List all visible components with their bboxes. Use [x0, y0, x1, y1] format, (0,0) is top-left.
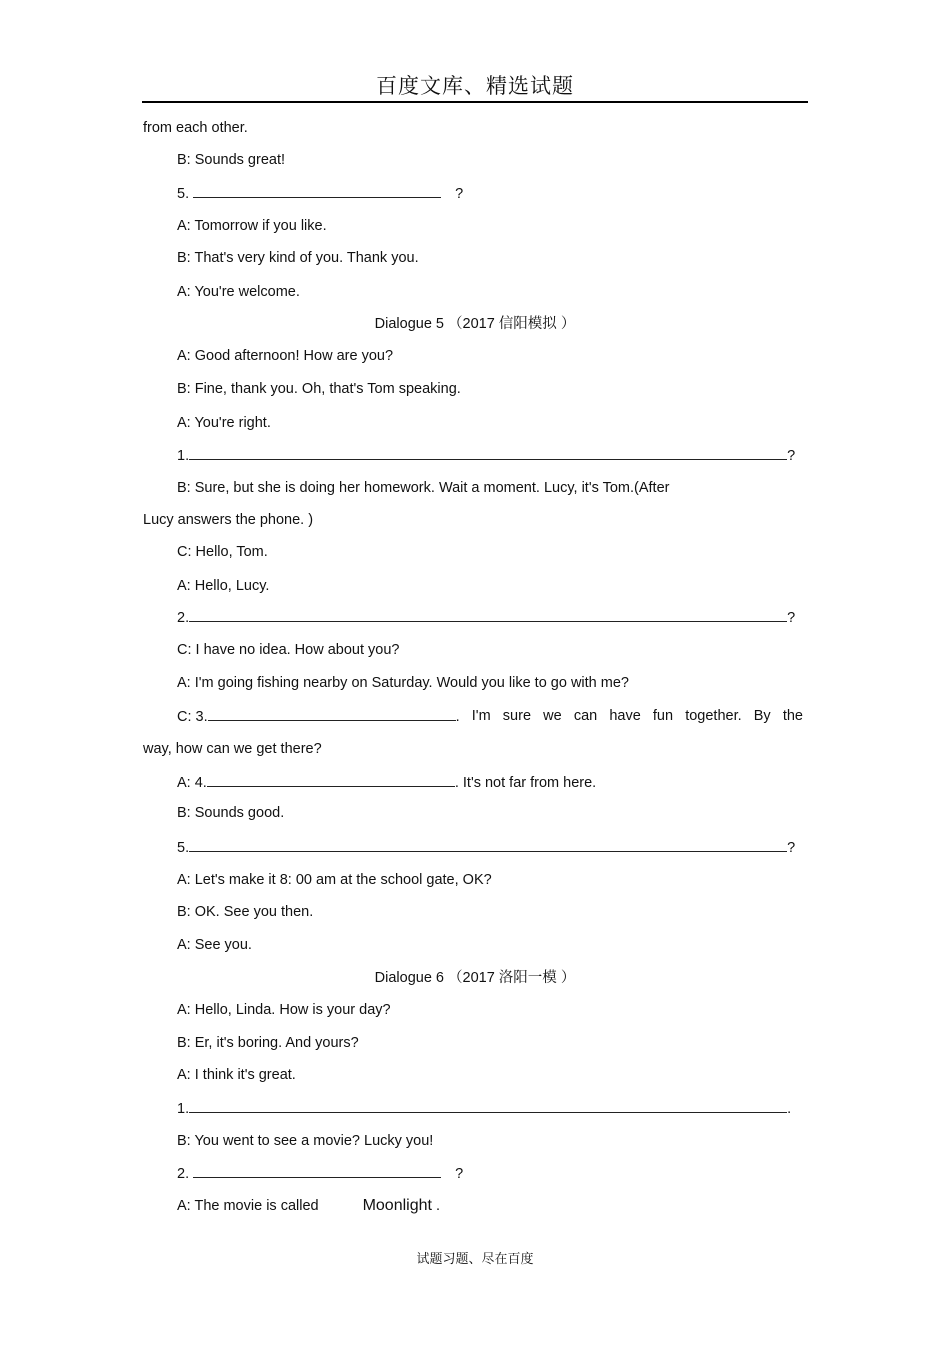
question-end: ? — [455, 186, 464, 202]
movie-line — [177, 1197, 440, 1215]
answer-blank[interactable] — [189, 608, 787, 622]
text-line: B: Er, it's boring. And yours? — [177, 1035, 359, 1051]
word: sure — [502, 708, 532, 724]
text-line: A: Tomorrow if you like. — [177, 218, 327, 234]
text-line: way, how can we get there? — [143, 741, 322, 757]
question-end: . — [787, 1101, 792, 1117]
d5-question-3 — [177, 707, 803, 726]
answer-blank[interactable] — [208, 707, 456, 721]
text-line: Lucy answers the phone. ) — [143, 512, 314, 528]
question-end: ? — [787, 448, 796, 464]
word: By — [753, 708, 771, 724]
text-line: from each other. — [143, 120, 248, 136]
answer-blank[interactable] — [193, 184, 441, 198]
question-3-lead: C: 3. . — [177, 709, 460, 725]
text-segment: . — [435, 1198, 441, 1214]
text-line: B: Fine, thank you. Oh, that's Tom speaking. — [177, 381, 461, 397]
question-number: A: 4. — [177, 775, 207, 791]
page-footer: 试题习题、尽在百度 — [416, 1252, 534, 1267]
word: the — [782, 708, 803, 724]
header-rule — [142, 101, 808, 103]
text-line: C: Hello, Tom. — [177, 544, 268, 560]
question-number: C: 3. — [177, 709, 208, 725]
text-line: A: You're welcome. — [177, 284, 300, 300]
answer-blank[interactable] — [207, 773, 455, 787]
dialogue-6-title: Dialogue 6 （2017 洛阳一模 ） — [374, 970, 576, 986]
answer-blank[interactable] — [193, 1164, 441, 1178]
d6-question-2 — [177, 1164, 463, 1183]
text-line: A: See you. — [177, 937, 252, 953]
text-line: A: Hello, Linda. How is your day? — [177, 1002, 391, 1018]
answer-blank[interactable] — [189, 838, 787, 852]
question-number: 2. — [177, 610, 190, 626]
question-number: 1. — [177, 448, 190, 464]
d5-question-5 — [177, 838, 795, 857]
d5-question-4 — [177, 773, 596, 792]
text-line: A: I'm going fishing nearby on Saturday. Would you like to go with me? — [177, 675, 629, 691]
word: I'm — [471, 708, 491, 724]
word: can — [573, 708, 598, 724]
text-line: B: OK. See you then. — [177, 904, 314, 920]
text-line: B: That's very kind of you. Thank you. — [177, 250, 419, 266]
dialogue-5-title: Dialogue 5 （2017 信阳模拟 ） — [374, 316, 576, 332]
d6-question-1 — [177, 1099, 791, 1118]
text-line: B: Sure, but she is doing her homework. Wait a moment. Lucy, it's Tom.(After — [177, 480, 670, 496]
text-segment: A: The movie is called — [177, 1198, 319, 1214]
question-number: 5. — [177, 186, 190, 202]
word: have — [609, 708, 641, 724]
question-end: ? — [787, 610, 796, 626]
page-header-title: 百度文库、精选试题 — [376, 74, 574, 98]
question-number: 5. — [177, 840, 190, 856]
question-number: 2. — [177, 1166, 190, 1182]
question-number: 1. — [177, 1101, 190, 1117]
d5-question-2 — [177, 608, 795, 627]
text-line: A: You're right. — [177, 415, 271, 431]
question-end: ? — [787, 840, 796, 856]
d5-question-1 — [177, 446, 795, 465]
text-line: A: Good afternoon! How are you? — [177, 348, 394, 364]
text-line: A: Hello, Lucy. — [177, 578, 270, 594]
answer-blank[interactable] — [189, 446, 787, 460]
text-line: A: I think it's great. — [177, 1067, 296, 1083]
question-5-prev — [177, 184, 463, 203]
word: we — [543, 708, 562, 724]
word: together. — [685, 708, 742, 724]
word: fun — [652, 708, 674, 724]
text-line: C: I have no idea. How about you? — [177, 642, 400, 658]
question-end: ? — [455, 1166, 464, 1182]
text-line: B: Sounds good. — [177, 805, 285, 821]
text-line: B: You went to see a movie? Lucky you! — [177, 1133, 434, 1149]
movie-title: Moonlight — [362, 1197, 432, 1214]
answer-blank[interactable] — [189, 1099, 787, 1113]
question-tail: . It's not far from here. — [454, 775, 597, 791]
text-line: A: Let's make it 8: 00 am at the school gate, OK? — [177, 872, 492, 888]
text-line: B: Sounds great! — [177, 152, 286, 168]
